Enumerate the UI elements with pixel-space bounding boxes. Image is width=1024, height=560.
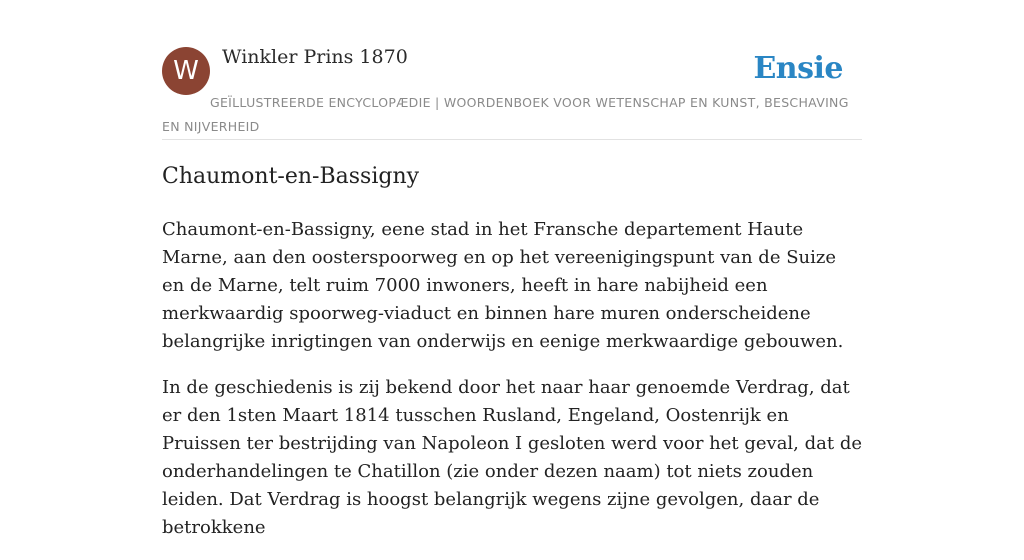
- source-subtitle: GEÏLLUSTREERDE ENCYCLOPÆDIE | WOORDENBOEK VOOR WETENSCHAP EN KUNST, BESCHAVING EN NIJVERHEID: [162, 95, 849, 134]
- entry-paragraph-1: Chaumont-en-Bassigny, eene stad in het Fransche departement Haute Marne, aan den oosterspoorweg en op het vereenigingspunt van de Suize en de Marne, telt ruim 7000 inwoners, heeft in hare nabijheid een merkwaardig spoorweg-viaduct en binnen hare muren onderscheidene belangrijke inrigtingen van onderwijs en eenige merkwaardige gebouwen.: [162, 219, 844, 352]
- header-divider: [162, 139, 862, 140]
- entry-body: [162, 216, 862, 560]
- entry-paragraph-2: In de geschiedenis is zij bekend door het naar haar genoemde Verdrag, dat er den 1sten Maart 1814 tusschen Rusland, Engeland, Oostenrijk en Pruissen ter bestrijding van Napoleon I gesloten werd voor het geval, dat de onderhandelingen te Chatillon (zie onder dezen naam) tot niets zouden leiden. Dat Verdrag is hoogst belangrijk wegens zijne gevolgen, daar de betrokkene: [162, 377, 863, 538]
- ensie-logo[interactable]: Ensie: [753, 51, 843, 86]
- source-title-link[interactable]: Winkler Prins 1870: [222, 46, 408, 68]
- source-avatar[interactable]: W: [162, 47, 210, 95]
- entry-title: Chaumont-en-Bassigny: [162, 164, 420, 189]
